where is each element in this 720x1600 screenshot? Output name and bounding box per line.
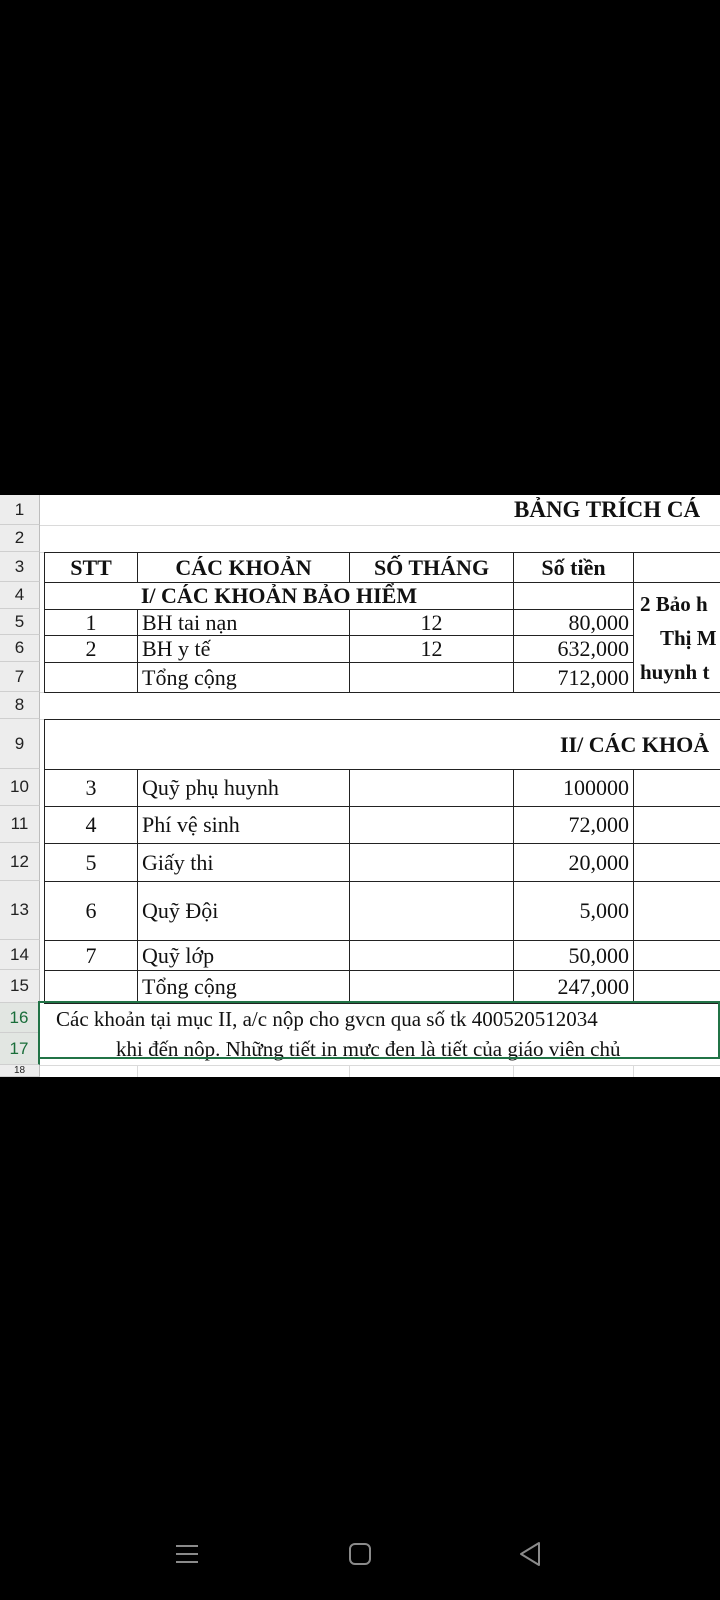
header-note[interactable] bbox=[633, 552, 720, 583]
row-header-17[interactable]: 17 bbox=[0, 1033, 40, 1065]
navigation-bar bbox=[0, 1510, 720, 1600]
months-cell[interactable]: 12 bbox=[349, 635, 514, 663]
gridline bbox=[40, 525, 720, 526]
khoan-cell[interactable]: Phí vệ sinh bbox=[137, 806, 350, 844]
header-stt[interactable]: STT bbox=[44, 552, 138, 583]
row-header-7[interactable]: 7 bbox=[0, 662, 40, 692]
menu-icon[interactable] bbox=[165, 1532, 209, 1576]
section1-title[interactable]: I/ CÁC KHOẢN BẢO HIỂM bbox=[44, 582, 514, 610]
amount-cell[interactable]: 100000 bbox=[513, 769, 634, 807]
gridline bbox=[40, 1065, 720, 1066]
selection-highlight bbox=[38, 1001, 720, 1059]
khoan-cell[interactable]: BH tai nạn bbox=[137, 609, 350, 636]
back-icon[interactable] bbox=[508, 1532, 552, 1576]
months-cell[interactable]: 12 bbox=[349, 609, 514, 636]
stt-cell[interactable]: 6 bbox=[44, 881, 138, 941]
row-header-16[interactable]: 16 bbox=[0, 1003, 40, 1033]
home-icon[interactable] bbox=[338, 1532, 382, 1576]
note-cell[interactable] bbox=[633, 940, 720, 971]
amount-cell[interactable]: 72,000 bbox=[513, 806, 634, 844]
total-label-1[interactable]: Tổng cộng bbox=[137, 662, 350, 693]
sheet-title[interactable]: BẢNG TRÍCH CÁ bbox=[514, 497, 701, 522]
spreadsheet[interactable] bbox=[0, 495, 720, 1077]
stt-cell[interactable]: 3 bbox=[44, 769, 138, 807]
row-header-8[interactable]: 8 bbox=[0, 692, 40, 719]
khoan-cell[interactable]: Quỹ phụ huynh bbox=[137, 769, 350, 807]
gridline bbox=[349, 1065, 350, 1077]
stt-cell[interactable] bbox=[44, 662, 138, 693]
gridline bbox=[137, 1065, 138, 1077]
note-line-1: 2 Bảo h bbox=[640, 591, 708, 616]
note-block[interactable] bbox=[633, 582, 720, 693]
row-header-15[interactable]: 15 bbox=[0, 970, 40, 1003]
stt-cell[interactable]: 1 bbox=[44, 609, 138, 636]
months-cell[interactable] bbox=[349, 881, 514, 941]
amount-cell[interactable]: 50,000 bbox=[513, 940, 634, 971]
row-header-18[interactable]: 18 bbox=[0, 1065, 40, 1077]
months-cell[interactable] bbox=[349, 806, 514, 844]
khoan-cell[interactable]: Giấy thi bbox=[137, 843, 350, 882]
header-so-tien[interactable]: Số tiền bbox=[513, 552, 634, 583]
months-cell[interactable] bbox=[349, 662, 514, 693]
months-cell[interactable] bbox=[349, 970, 514, 1004]
note-cell[interactable] bbox=[633, 881, 720, 941]
row-header-4[interactable]: 4 bbox=[0, 582, 40, 609]
gridline bbox=[633, 1065, 634, 1077]
months-cell[interactable] bbox=[349, 769, 514, 807]
khoan-cell[interactable]: Quỹ Đội bbox=[137, 881, 350, 941]
khoan-cell[interactable]: BH y tế bbox=[137, 635, 350, 663]
row-header-13[interactable]: 13 bbox=[0, 881, 40, 940]
note-cell[interactable] bbox=[633, 843, 720, 882]
amount-cell[interactable]: 80,000 bbox=[513, 609, 634, 636]
note-cell[interactable] bbox=[633, 806, 720, 844]
cell-amount[interactable] bbox=[513, 582, 634, 610]
row-header-14[interactable]: 14 bbox=[0, 940, 40, 970]
header-khoan[interactable]: CÁC KHOẢN bbox=[137, 552, 350, 583]
note-cell[interactable] bbox=[633, 769, 720, 807]
months-cell[interactable] bbox=[349, 940, 514, 971]
note-cell[interactable] bbox=[633, 970, 720, 1004]
row-header-10[interactable]: 10 bbox=[0, 769, 40, 806]
note-line-2: Thị M bbox=[660, 625, 717, 650]
header-so-thang[interactable]: SỐ THÁNG bbox=[349, 552, 514, 583]
footer-note-line-1: Các khoản tại mục II, a/c nộp cho gvcn qua số tk 400520512034 bbox=[56, 1007, 598, 1031]
row-header-12[interactable]: 12 bbox=[0, 843, 40, 881]
section2-title[interactable]: II/ CÁC KHOẢ bbox=[44, 719, 720, 770]
row-header-1[interactable]: 1 bbox=[0, 495, 40, 525]
total-amount-1[interactable]: 712,000 bbox=[513, 662, 634, 693]
footer-note-line-2: khi đến nộp. Những tiết in mực đen là tiết của giáo viên chủ bbox=[116, 1037, 621, 1061]
row-header-5[interactable]: 5 bbox=[0, 609, 40, 635]
stt-cell[interactable]: 7 bbox=[44, 940, 138, 971]
gridline bbox=[513, 1065, 514, 1077]
total-label-2[interactable]: Tổng cộng bbox=[137, 970, 350, 1004]
amount-cell[interactable]: 20,000 bbox=[513, 843, 634, 882]
row-header-11[interactable]: 11 bbox=[0, 806, 40, 843]
stt-cell[interactable]: 2 bbox=[44, 635, 138, 663]
stt-cell[interactable]: 4 bbox=[44, 806, 138, 844]
row-header-3[interactable]: 3 bbox=[0, 552, 40, 582]
stt-cell[interactable]: 5 bbox=[44, 843, 138, 882]
row-header-9[interactable]: 9 bbox=[0, 719, 40, 769]
amount-cell[interactable]: 5,000 bbox=[513, 881, 634, 941]
khoan-cell[interactable]: Quỹ lớp bbox=[137, 940, 350, 971]
months-cell[interactable] bbox=[349, 843, 514, 882]
row-header-2[interactable]: 2 bbox=[0, 525, 40, 552]
stt-cell[interactable] bbox=[44, 970, 138, 1004]
amount-cell[interactable]: 632,000 bbox=[513, 635, 634, 663]
row-header-6[interactable]: 6 bbox=[0, 635, 40, 662]
note-line-3: huynh t bbox=[640, 659, 710, 684]
total-amount-2[interactable]: 247,000 bbox=[513, 970, 634, 1004]
